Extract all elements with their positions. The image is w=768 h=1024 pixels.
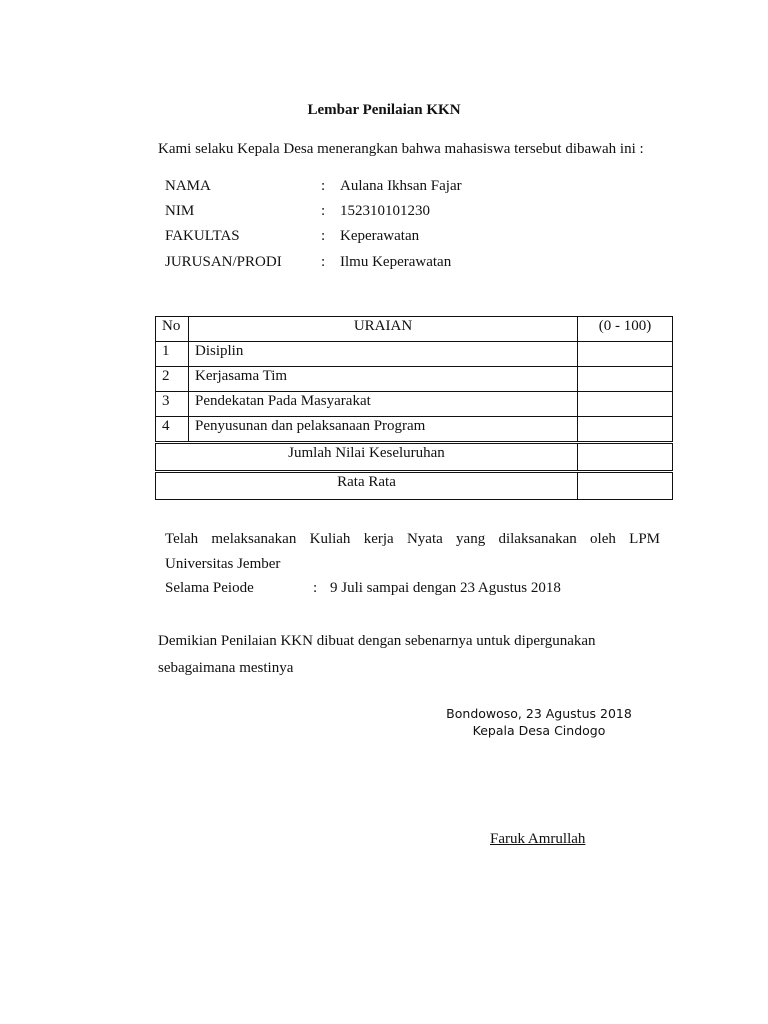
row-no: 4 <box>156 417 189 443</box>
row-no: 2 <box>156 367 189 392</box>
identity-colon: : <box>321 254 326 270</box>
period-colon: : <box>313 580 318 596</box>
statement-line-2: Universitas Jember <box>165 556 281 572</box>
period-value: 9 Juli sampai dengan 23 Agustus 2018 <box>330 580 561 596</box>
signature-place-date: Bondowoso, 23 Agustus 2018 <box>446 706 632 721</box>
average-row <box>156 472 673 500</box>
period-label: Selama Peiode <box>165 580 254 596</box>
table-header-row <box>156 317 673 342</box>
row-no: 1 <box>156 342 189 367</box>
row-score-cell <box>578 392 673 417</box>
average-score-cell <box>578 472 673 500</box>
statement-line-1: Telah melaksanakan Kuliah kerja Nyata yang dilaksanakan oleh LPM <box>165 531 660 547</box>
table-row <box>156 367 673 392</box>
row-score-cell <box>578 417 673 443</box>
identity-label-nama: NAMA <box>165 178 211 194</box>
row-uraian: Disiplin <box>189 342 578 367</box>
row-score-cell <box>578 342 673 367</box>
table-row <box>156 417 673 443</box>
assessment-table <box>155 316 673 500</box>
row-uraian: Penyusunan dan pelaksanaan Program <box>189 417 578 443</box>
signature-position: Kepala Desa Cindogo <box>472 723 606 738</box>
identity-label-nim: NIM <box>165 203 195 219</box>
identity-colon: : <box>321 178 326 194</box>
row-uraian: Kerjasama Tim <box>189 367 578 392</box>
total-label: Jumlah Nilai Keseluruhan <box>156 443 578 472</box>
identity-colon: : <box>321 228 326 244</box>
statement-paragraph <box>165 527 660 577</box>
identity-value-jurusan: Ilmu Keperawatan <box>340 254 452 270</box>
identity-colon: : <box>321 203 326 219</box>
signer-name: Faruk Amrullah <box>490 831 586 847</box>
identity-label-fakultas: FAKULTAS <box>165 228 240 244</box>
identity-value-fakultas: Keperawatan <box>340 228 420 244</box>
header-no: No <box>156 317 189 342</box>
header-score: (0 - 100) <box>578 317 673 342</box>
identity-value-nim: 152310101230 <box>340 203 430 219</box>
identity-value-nama: Aulana Ikhsan Fajar <box>340 178 462 194</box>
header-uraian: URAIAN <box>189 317 578 342</box>
intro-text: Kami selaku Kepala Desa menerangkan bahwa mahasiswa tersebut dibawah ini : <box>158 141 644 157</box>
closing-text: Demikian Penilaian KKN dibuat dengan sebenarnya untuk dipergunakan sebagaimana mestinya <box>158 633 596 676</box>
average-label: Rata Rata <box>156 472 578 500</box>
table-row <box>156 392 673 417</box>
total-score-cell <box>578 443 673 472</box>
row-score-cell <box>578 367 673 392</box>
table-row <box>156 342 673 367</box>
total-row <box>156 443 673 472</box>
row-no: 3 <box>156 392 189 417</box>
identity-label-jurusan: JURUSAN/PRODI <box>165 254 282 270</box>
document-title: Lembar Penilaian KKN <box>307 102 461 118</box>
row-uraian: Pendekatan Pada Masyarakat <box>189 392 578 417</box>
